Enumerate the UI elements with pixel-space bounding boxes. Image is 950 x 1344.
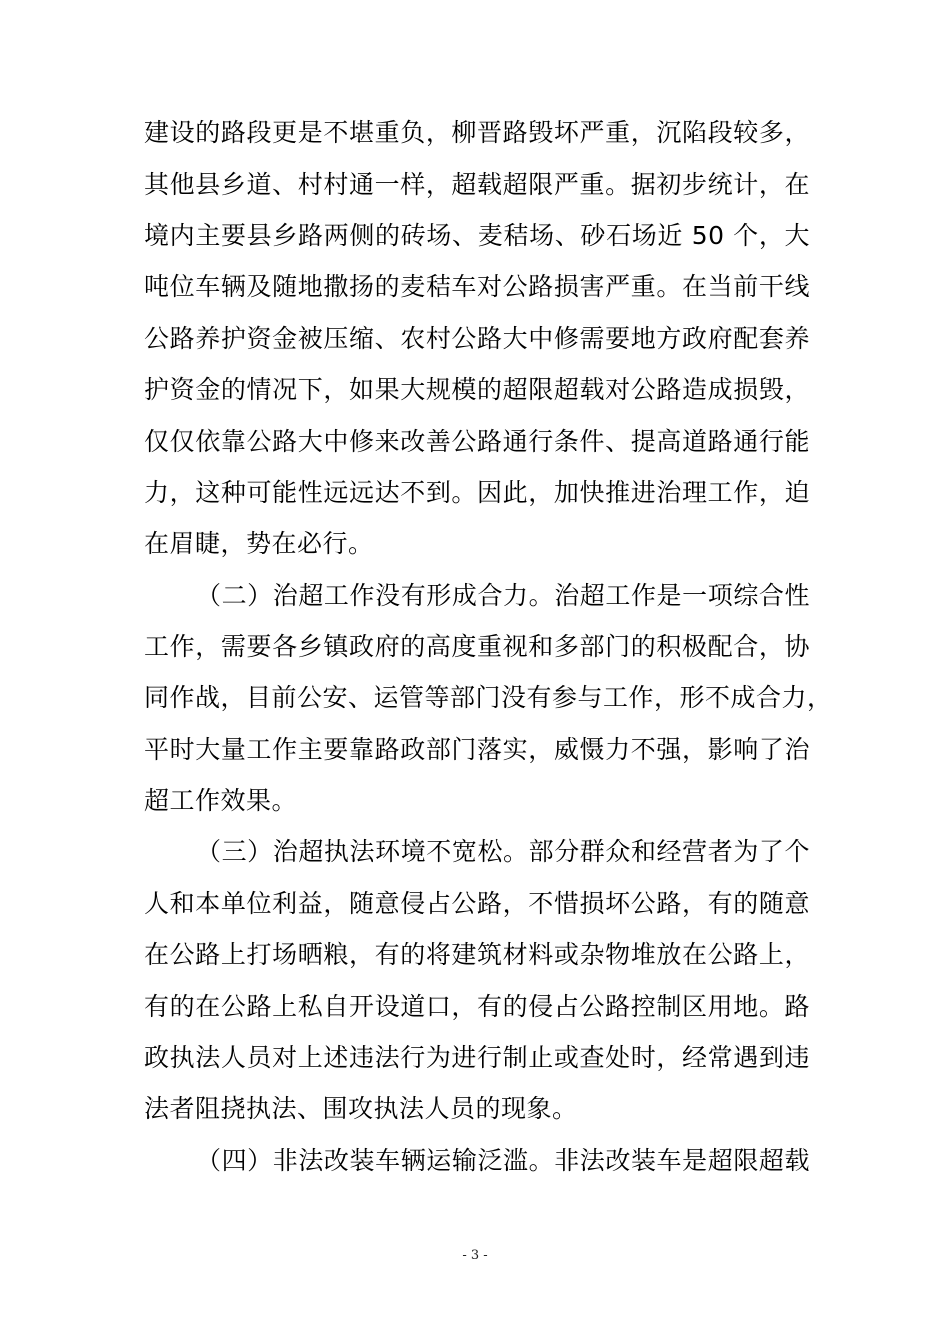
body-text-line: 同作战，目前公安、运管等部门没有参与工作，形不成合力， [144, 683, 833, 712]
body-text-line: 护资金的情况下，如果大规模的超限超载对公路造成损毁， [144, 375, 810, 404]
body-text-line: 法者阻挠执法、围攻执法人员的现象。 [144, 1094, 578, 1123]
body-text-line: 人和本单位利益，随意侵占公路，不惜损坏公路，有的随意 [144, 889, 810, 918]
section-heading-line: （三）治超执法环境不宽松。部分群众和经营者为了个 [196, 837, 810, 866]
body-text-line: 在公路上打场晒粮，有的将建筑材料或杂物堆放在公路上， [144, 940, 810, 969]
body-text-line: 公路养护资金被压缩、农村公路大中修需要地方政府配套养 [144, 324, 810, 353]
body-text-line: 平时大量工作主要靠路政部门落实，威慑力不强，影响了治 [144, 735, 810, 764]
body-text-line: 有的在公路上私自开设道口，有的侵占公路控制区用地。路 [144, 992, 810, 1021]
body-text-line: 吨位车辆及随地撒扬的麦秸车对公路损害严重。在当前干线 [144, 272, 810, 301]
body-text-line: 境内主要县乡路两侧的砖场、麦秸场、砂石场近 50 个，大 [144, 221, 810, 250]
body-text-line: 力，这种可能性远远达不到。因此，加快推进治理工作，迫 [144, 478, 810, 507]
body-text-line: 工作，需要各乡镇政府的高度重视和多部门的积极配合，协 [144, 632, 810, 661]
body-text-line: 政执法人员对上述违法行为进行制止或查处时，经常遇到违 [144, 1043, 810, 1072]
page-number: - 3 - [462, 1248, 488, 1263]
body-text-line: 仅仅依靠公路大中修来改善公路通行条件、提高道路通行能 [144, 427, 810, 456]
body-text-line: 其他县乡道、村村通一样，超载超限严重。据初步统计，在 [144, 170, 810, 199]
section-heading-line: （二）治超工作没有形成合力。治超工作是一项综合性 [196, 581, 810, 610]
body-text-line: 在眉睫，势在必行。 [144, 529, 374, 558]
section-heading-line: （四）非法改装车辆运输泛滥。非法改装车是超限超载 [196, 1146, 810, 1175]
body-text-line: 超工作效果。 [144, 786, 298, 815]
body-text-line: 建设的路段更是不堪重负，柳晋路毁坏严重，沉陷段较多， [144, 118, 810, 147]
